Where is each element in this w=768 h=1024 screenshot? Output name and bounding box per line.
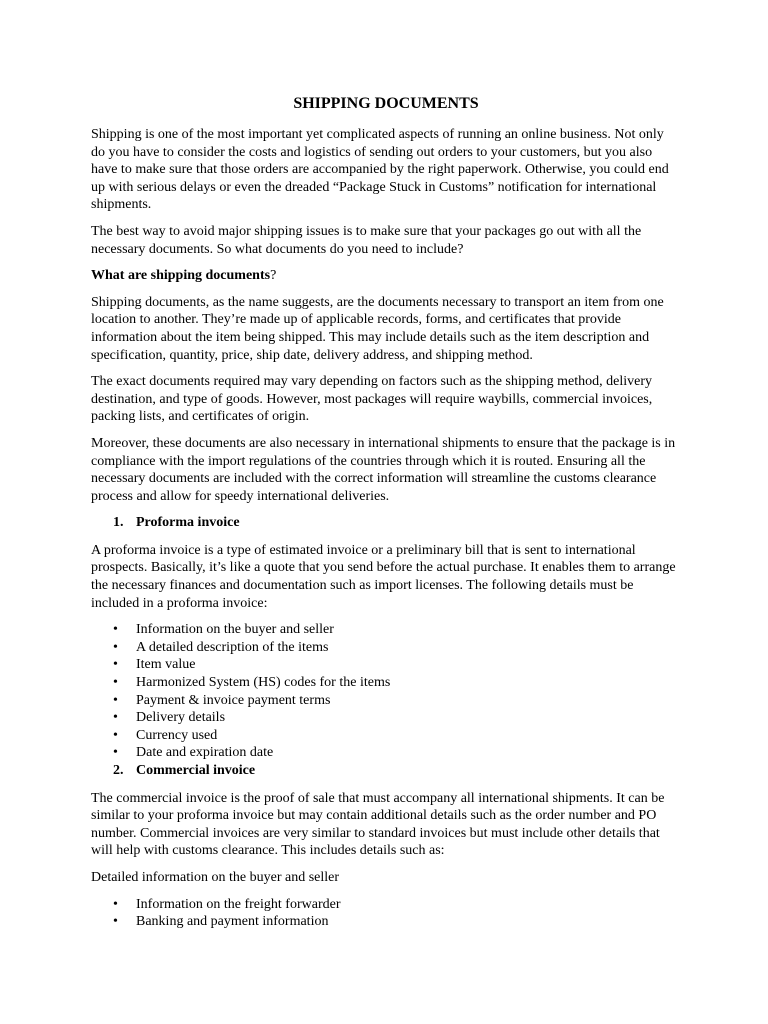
bullet-icon: • (113, 675, 118, 691)
section-2-body: The commercial invoice is the proof of sale that must accompany all international shipments. It can be similar to your proforma invoice but may contain additional details such as the order number and PO number. Commercial invoices are very similar to standard invoices but must include other details that will help with customs clearance. This includes details such as: (91, 790, 665, 859)
question-mark: ? (270, 268, 277, 284)
intro-paragraph-2: The best way to avoid major shipping issues is to make sure that your packages go out with all the necessary documents. So what documents do you need to include? (91, 223, 642, 257)
list-item: • Currency used (113, 727, 218, 743)
section-2-bullet-list (91, 896, 681, 931)
section-2-number: 2. (113, 763, 124, 778)
bullet-icon: • (113, 622, 118, 638)
list-item: • Banking and payment information (113, 914, 329, 930)
list-item: • Information on the buyer and seller (113, 622, 334, 638)
definition-paragraph-1: Shipping documents, as the name suggests, are the documents necessary to transport an item from one location to another. They’re made up of applicable records, forms, and certificates that provide information about the item being shipped. This may include details such as the item description and specification, quantity, price, ship date, delivery address, and shipping method. (91, 294, 664, 363)
question-line (91, 267, 681, 285)
bullet-icon: • (113, 914, 118, 930)
list-item: • Date and expiration date (113, 745, 274, 761)
bullet-icon: • (113, 692, 118, 708)
bullet-icon: • (113, 657, 118, 673)
document-page (91, 94, 681, 931)
document-title: SHIPPING DOCUMENTS (293, 95, 479, 112)
list-item: • Information on the freight forwarder (113, 896, 341, 912)
section-2-detail-line: Detailed information on the buyer and seller (91, 869, 340, 885)
section-1-bullet-list (91, 621, 681, 762)
definition-paragraph-3: Moreover, these documents are also necessary in international shipments to ensure that the package is in compliance with the import regulations of the countries through which it is routed. Ensuring all the necessary documents are included with the correct information will streamline the customs clearance process and allow for speedy international deliveries. (91, 435, 676, 504)
section-2-title: Commercial invoice (136, 763, 256, 778)
list-item: • Harmonized System (HS) codes for the items (113, 675, 391, 691)
list-item: • A detailed description of the items (113, 639, 329, 655)
section-1-title: Proforma invoice (136, 515, 240, 531)
bullet-icon: • (113, 639, 118, 655)
bullet-icon: • (113, 727, 118, 743)
list-item: • Payment & invoice payment terms (113, 692, 331, 708)
question-bold-text: What are shipping documents (91, 268, 271, 284)
section-1-heading (91, 514, 681, 532)
list-item: • Item value (113, 657, 196, 673)
section-2-heading (91, 762, 681, 780)
bullet-icon: • (113, 710, 118, 726)
list-item: • Delivery details (113, 710, 226, 726)
section-1-number: 1. (113, 515, 124, 531)
bullet-icon: • (113, 896, 118, 912)
definition-paragraph-2: The exact documents required may vary depending on factors such as the shipping method, delivery destination, and type of goods. However, most packages will require waybills, commercial invoices, packing lists, and certificates of origin. (91, 374, 653, 425)
bullet-icon: • (113, 745, 118, 761)
intro-paragraph-1: Shipping is one of the most important yet complicated aspects of running an online business. Not only do you have to consider the costs and logistics of sending out orders to your customers, but you also have to make sure that those orders are accompanied by the right paperwork. Otherwise, you could end up with serious delays or even the dreaded “Package Stuck in Customs” notification for international shipments. (91, 127, 669, 213)
section-1-body: A proforma invoice is a type of estimated invoice or a preliminary bill that is sent to international prospects. Basically, it’s like a quote that you send before the actual purchase. It enables them to arrange the necessary finances and documentation such as import licenses. The following details must be included in a proforma invoice: (91, 542, 676, 611)
